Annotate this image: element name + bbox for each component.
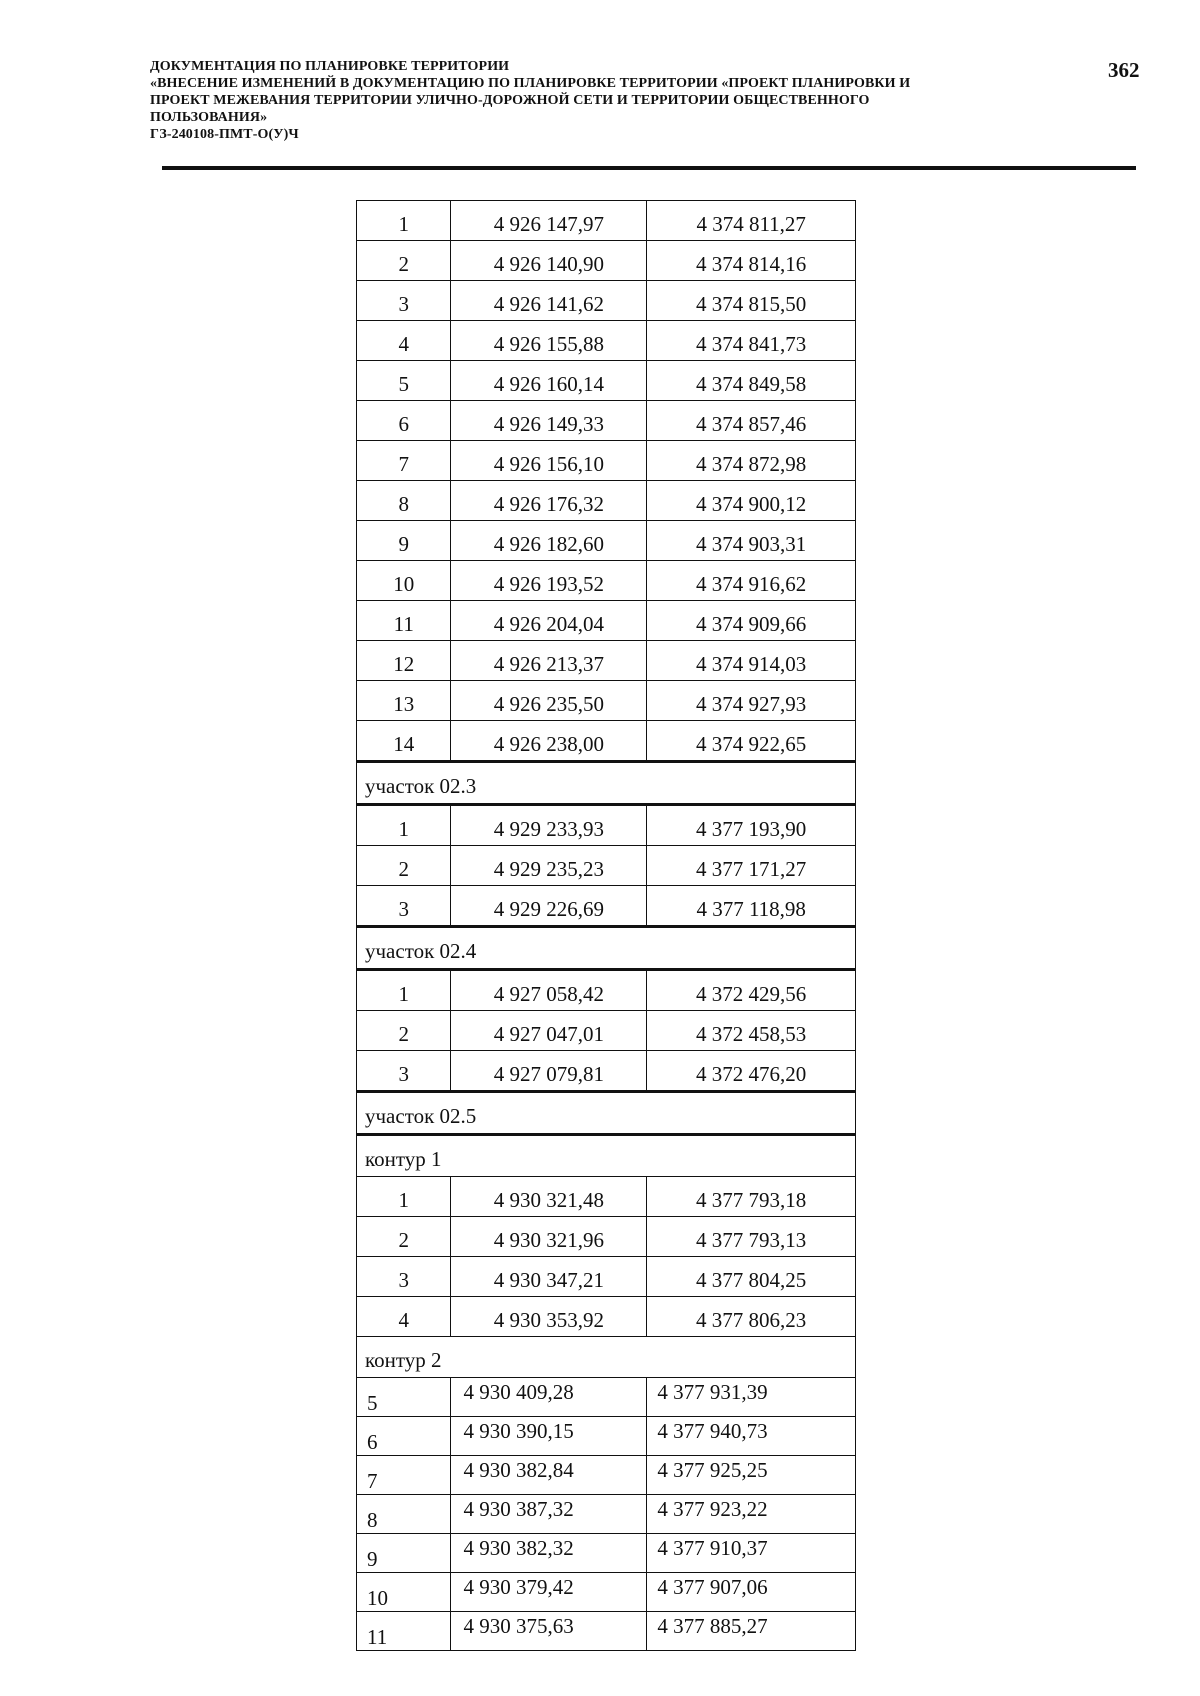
point-number-cell: 2 xyxy=(357,1011,451,1051)
point-number-cell: 1 xyxy=(357,970,451,1011)
page-number: 362 xyxy=(1108,58,1140,82)
table-row xyxy=(357,846,856,886)
point-number-cell: 9 xyxy=(357,1534,451,1573)
header-line-3: ПРОЕКТ МЕЖЕВАНИЯ ТЕРРИТОРИИ УЛИЧНО-ДОРОЖНОЙ СЕТИ И ТЕРРИТОРИИ ОБЩЕСТВЕННОГО xyxy=(150,93,870,108)
table-row xyxy=(357,1417,856,1456)
table-row xyxy=(357,201,856,241)
y-coordinate-cell: 4 374 841,73 xyxy=(647,321,856,361)
y-coordinate-cell: 4 372 458,53 xyxy=(647,1011,856,1051)
y-coordinate-cell: 4 374 857,46 xyxy=(647,401,856,441)
table-row xyxy=(357,1378,856,1417)
y-coordinate-cell: 4 374 922,65 xyxy=(647,721,856,762)
table-row xyxy=(357,1217,856,1257)
x-coordinate-cell: 4 926 182,60 xyxy=(451,521,647,561)
point-number-cell: 3 xyxy=(357,1257,451,1297)
point-number-cell: 11 xyxy=(357,601,451,641)
x-coordinate-cell: 4 926 235,50 xyxy=(451,681,647,721)
table-row xyxy=(357,401,856,441)
y-coordinate-cell: 4 374 927,93 xyxy=(647,681,856,721)
x-coordinate-cell: 4 927 079,81 xyxy=(451,1051,647,1092)
x-coordinate-cell: 4 930 347,21 xyxy=(451,1257,647,1297)
table-row xyxy=(357,721,856,762)
y-coordinate-cell: 4 374 916,62 xyxy=(647,561,856,601)
point-number-cell: 2 xyxy=(357,846,451,886)
y-coordinate-cell: 4 377 907,06 xyxy=(647,1573,856,1612)
point-number-cell: 2 xyxy=(357,1217,451,1257)
x-coordinate-cell: 4 930 409,28 xyxy=(451,1378,647,1417)
header-divider xyxy=(162,166,1136,170)
x-coordinate-cell: 4 926 193,52 xyxy=(451,561,647,601)
table-row xyxy=(357,886,856,927)
point-number-cell: 4 xyxy=(357,321,451,361)
table-row xyxy=(357,1534,856,1573)
x-coordinate-cell: 4 929 233,93 xyxy=(451,805,647,846)
table-row xyxy=(357,1612,856,1651)
point-number-cell: 5 xyxy=(357,361,451,401)
x-coordinate-cell: 4 929 226,69 xyxy=(451,886,647,927)
coordinates-table xyxy=(356,200,856,1651)
point-number-cell: 7 xyxy=(357,441,451,481)
contour-label: контур 2 xyxy=(357,1337,856,1378)
section-label: участок 02.5 xyxy=(357,1092,856,1135)
table-row xyxy=(357,481,856,521)
y-coordinate-cell: 4 377 806,23 xyxy=(647,1297,856,1337)
point-number-cell: 4 xyxy=(357,1297,451,1337)
x-coordinate-cell: 4 926 213,37 xyxy=(451,641,647,681)
y-coordinate-cell: 4 377 931,39 xyxy=(647,1378,856,1417)
x-coordinate-cell: 4 930 353,92 xyxy=(451,1297,647,1337)
subsection-row xyxy=(357,1337,856,1378)
x-coordinate-cell: 4 930 382,84 xyxy=(451,1456,647,1495)
point-number-cell: 10 xyxy=(357,561,451,601)
table-row xyxy=(357,361,856,401)
header-line-1: ДОКУМЕНТАЦИЯ ПО ПЛАНИРОВКЕ ТЕРРИТОРИИ xyxy=(150,59,510,74)
y-coordinate-cell: 4 377 804,25 xyxy=(647,1257,856,1297)
table-row xyxy=(357,681,856,721)
table-row xyxy=(357,1177,856,1217)
x-coordinate-cell: 4 930 321,96 xyxy=(451,1217,647,1257)
point-number-cell: 6 xyxy=(357,1417,451,1456)
table-row xyxy=(357,970,856,1011)
y-coordinate-cell: 4 377 923,22 xyxy=(647,1495,856,1534)
point-number-cell: 5 xyxy=(357,1378,451,1417)
x-coordinate-cell: 4 929 235,23 xyxy=(451,846,647,886)
section-row xyxy=(357,1092,856,1135)
section-label: участок 02.3 xyxy=(357,762,856,805)
x-coordinate-cell: 4 930 387,32 xyxy=(451,1495,647,1534)
point-number-cell: 1 xyxy=(357,201,451,241)
x-coordinate-cell: 4 927 047,01 xyxy=(451,1011,647,1051)
point-number-cell: 6 xyxy=(357,401,451,441)
header-line-2: «ВНЕСЕНИЕ ИЗМЕНЕНИЙ В ДОКУМЕНТАЦИЮ ПО ПЛАНИРОВКЕ ТЕРРИТОРИИ «ПРОЕКТ ПЛАНИРОВКИ И xyxy=(150,76,911,91)
y-coordinate-cell: 4 377 910,37 xyxy=(647,1534,856,1573)
point-number-cell: 11 xyxy=(357,1612,451,1651)
section-row xyxy=(357,762,856,805)
table-row xyxy=(357,1573,856,1612)
table-row xyxy=(357,805,856,846)
table-row xyxy=(357,561,856,601)
x-coordinate-cell: 4 930 382,32 xyxy=(451,1534,647,1573)
table-row xyxy=(357,281,856,321)
point-number-cell: 1 xyxy=(357,1177,451,1217)
point-number-cell: 1 xyxy=(357,805,451,846)
point-number-cell: 12 xyxy=(357,641,451,681)
y-coordinate-cell: 4 377 925,25 xyxy=(647,1456,856,1495)
x-coordinate-cell: 4 927 058,42 xyxy=(451,970,647,1011)
point-number-cell: 8 xyxy=(357,1495,451,1534)
point-number-cell: 13 xyxy=(357,681,451,721)
document-code: ГЗ-240108-ПМТ-О(У)Ч xyxy=(150,127,299,142)
table-row xyxy=(357,1456,856,1495)
x-coordinate-cell: 4 926 204,04 xyxy=(451,601,647,641)
y-coordinate-cell: 4 374 909,66 xyxy=(647,601,856,641)
x-coordinate-cell: 4 926 160,14 xyxy=(451,361,647,401)
y-coordinate-cell: 4 377 193,90 xyxy=(647,805,856,846)
point-number-cell: 2 xyxy=(357,241,451,281)
table-row xyxy=(357,1257,856,1297)
point-number-cell: 3 xyxy=(357,886,451,927)
x-coordinate-cell: 4 926 147,97 xyxy=(451,201,647,241)
y-coordinate-cell: 4 377 118,98 xyxy=(647,886,856,927)
y-coordinate-cell: 4 374 872,98 xyxy=(647,441,856,481)
x-coordinate-cell: 4 930 321,48 xyxy=(451,1177,647,1217)
section-label: участок 02.4 xyxy=(357,927,856,970)
x-coordinate-cell: 4 926 149,33 xyxy=(451,401,647,441)
document-header xyxy=(150,58,1050,143)
y-coordinate-cell: 4 374 914,03 xyxy=(647,641,856,681)
y-coordinate-cell: 4 377 940,73 xyxy=(647,1417,856,1456)
y-coordinate-cell: 4 374 815,50 xyxy=(647,281,856,321)
point-number-cell: 3 xyxy=(357,281,451,321)
y-coordinate-cell: 4 374 903,31 xyxy=(647,521,856,561)
table-row xyxy=(357,1011,856,1051)
y-coordinate-cell: 4 374 811,27 xyxy=(647,201,856,241)
table-row xyxy=(357,241,856,281)
contour-label: контур 1 xyxy=(357,1135,856,1177)
y-coordinate-cell: 4 377 793,18 xyxy=(647,1177,856,1217)
table-row xyxy=(357,441,856,481)
y-coordinate-cell: 4 377 885,27 xyxy=(647,1612,856,1651)
table-row xyxy=(357,601,856,641)
y-coordinate-cell: 4 377 793,13 xyxy=(647,1217,856,1257)
coordinates-table-body xyxy=(357,201,856,1651)
table-row xyxy=(357,1495,856,1534)
table-row xyxy=(357,1297,856,1337)
x-coordinate-cell: 4 926 156,10 xyxy=(451,441,647,481)
x-coordinate-cell: 4 926 176,32 xyxy=(451,481,647,521)
point-number-cell: 8 xyxy=(357,481,451,521)
x-coordinate-cell: 4 926 238,00 xyxy=(451,721,647,762)
x-coordinate-cell: 4 930 390,15 xyxy=(451,1417,647,1456)
point-number-cell: 14 xyxy=(357,721,451,762)
point-number-cell: 3 xyxy=(357,1051,451,1092)
y-coordinate-cell: 4 374 849,58 xyxy=(647,361,856,401)
point-number-cell: 10 xyxy=(357,1573,451,1612)
table-row xyxy=(357,641,856,681)
y-coordinate-cell: 4 374 814,16 xyxy=(647,241,856,281)
x-coordinate-cell: 4 926 140,90 xyxy=(451,241,647,281)
x-coordinate-cell: 4 930 375,63 xyxy=(451,1612,647,1651)
table-row xyxy=(357,521,856,561)
point-number-cell: 9 xyxy=(357,521,451,561)
subsection-row xyxy=(357,1135,856,1177)
point-number-cell: 7 xyxy=(357,1456,451,1495)
x-coordinate-cell: 4 930 379,42 xyxy=(451,1573,647,1612)
table-row xyxy=(357,1051,856,1092)
y-coordinate-cell: 4 372 476,20 xyxy=(647,1051,856,1092)
y-coordinate-cell: 4 374 900,12 xyxy=(647,481,856,521)
x-coordinate-cell: 4 926 155,88 xyxy=(451,321,647,361)
y-coordinate-cell: 4 377 171,27 xyxy=(647,846,856,886)
y-coordinate-cell: 4 372 429,56 xyxy=(647,970,856,1011)
x-coordinate-cell: 4 926 141,62 xyxy=(451,281,647,321)
header-line-4: ПОЛЬЗОВАНИЯ» xyxy=(150,110,268,125)
table-row xyxy=(357,321,856,361)
section-row xyxy=(357,927,856,970)
